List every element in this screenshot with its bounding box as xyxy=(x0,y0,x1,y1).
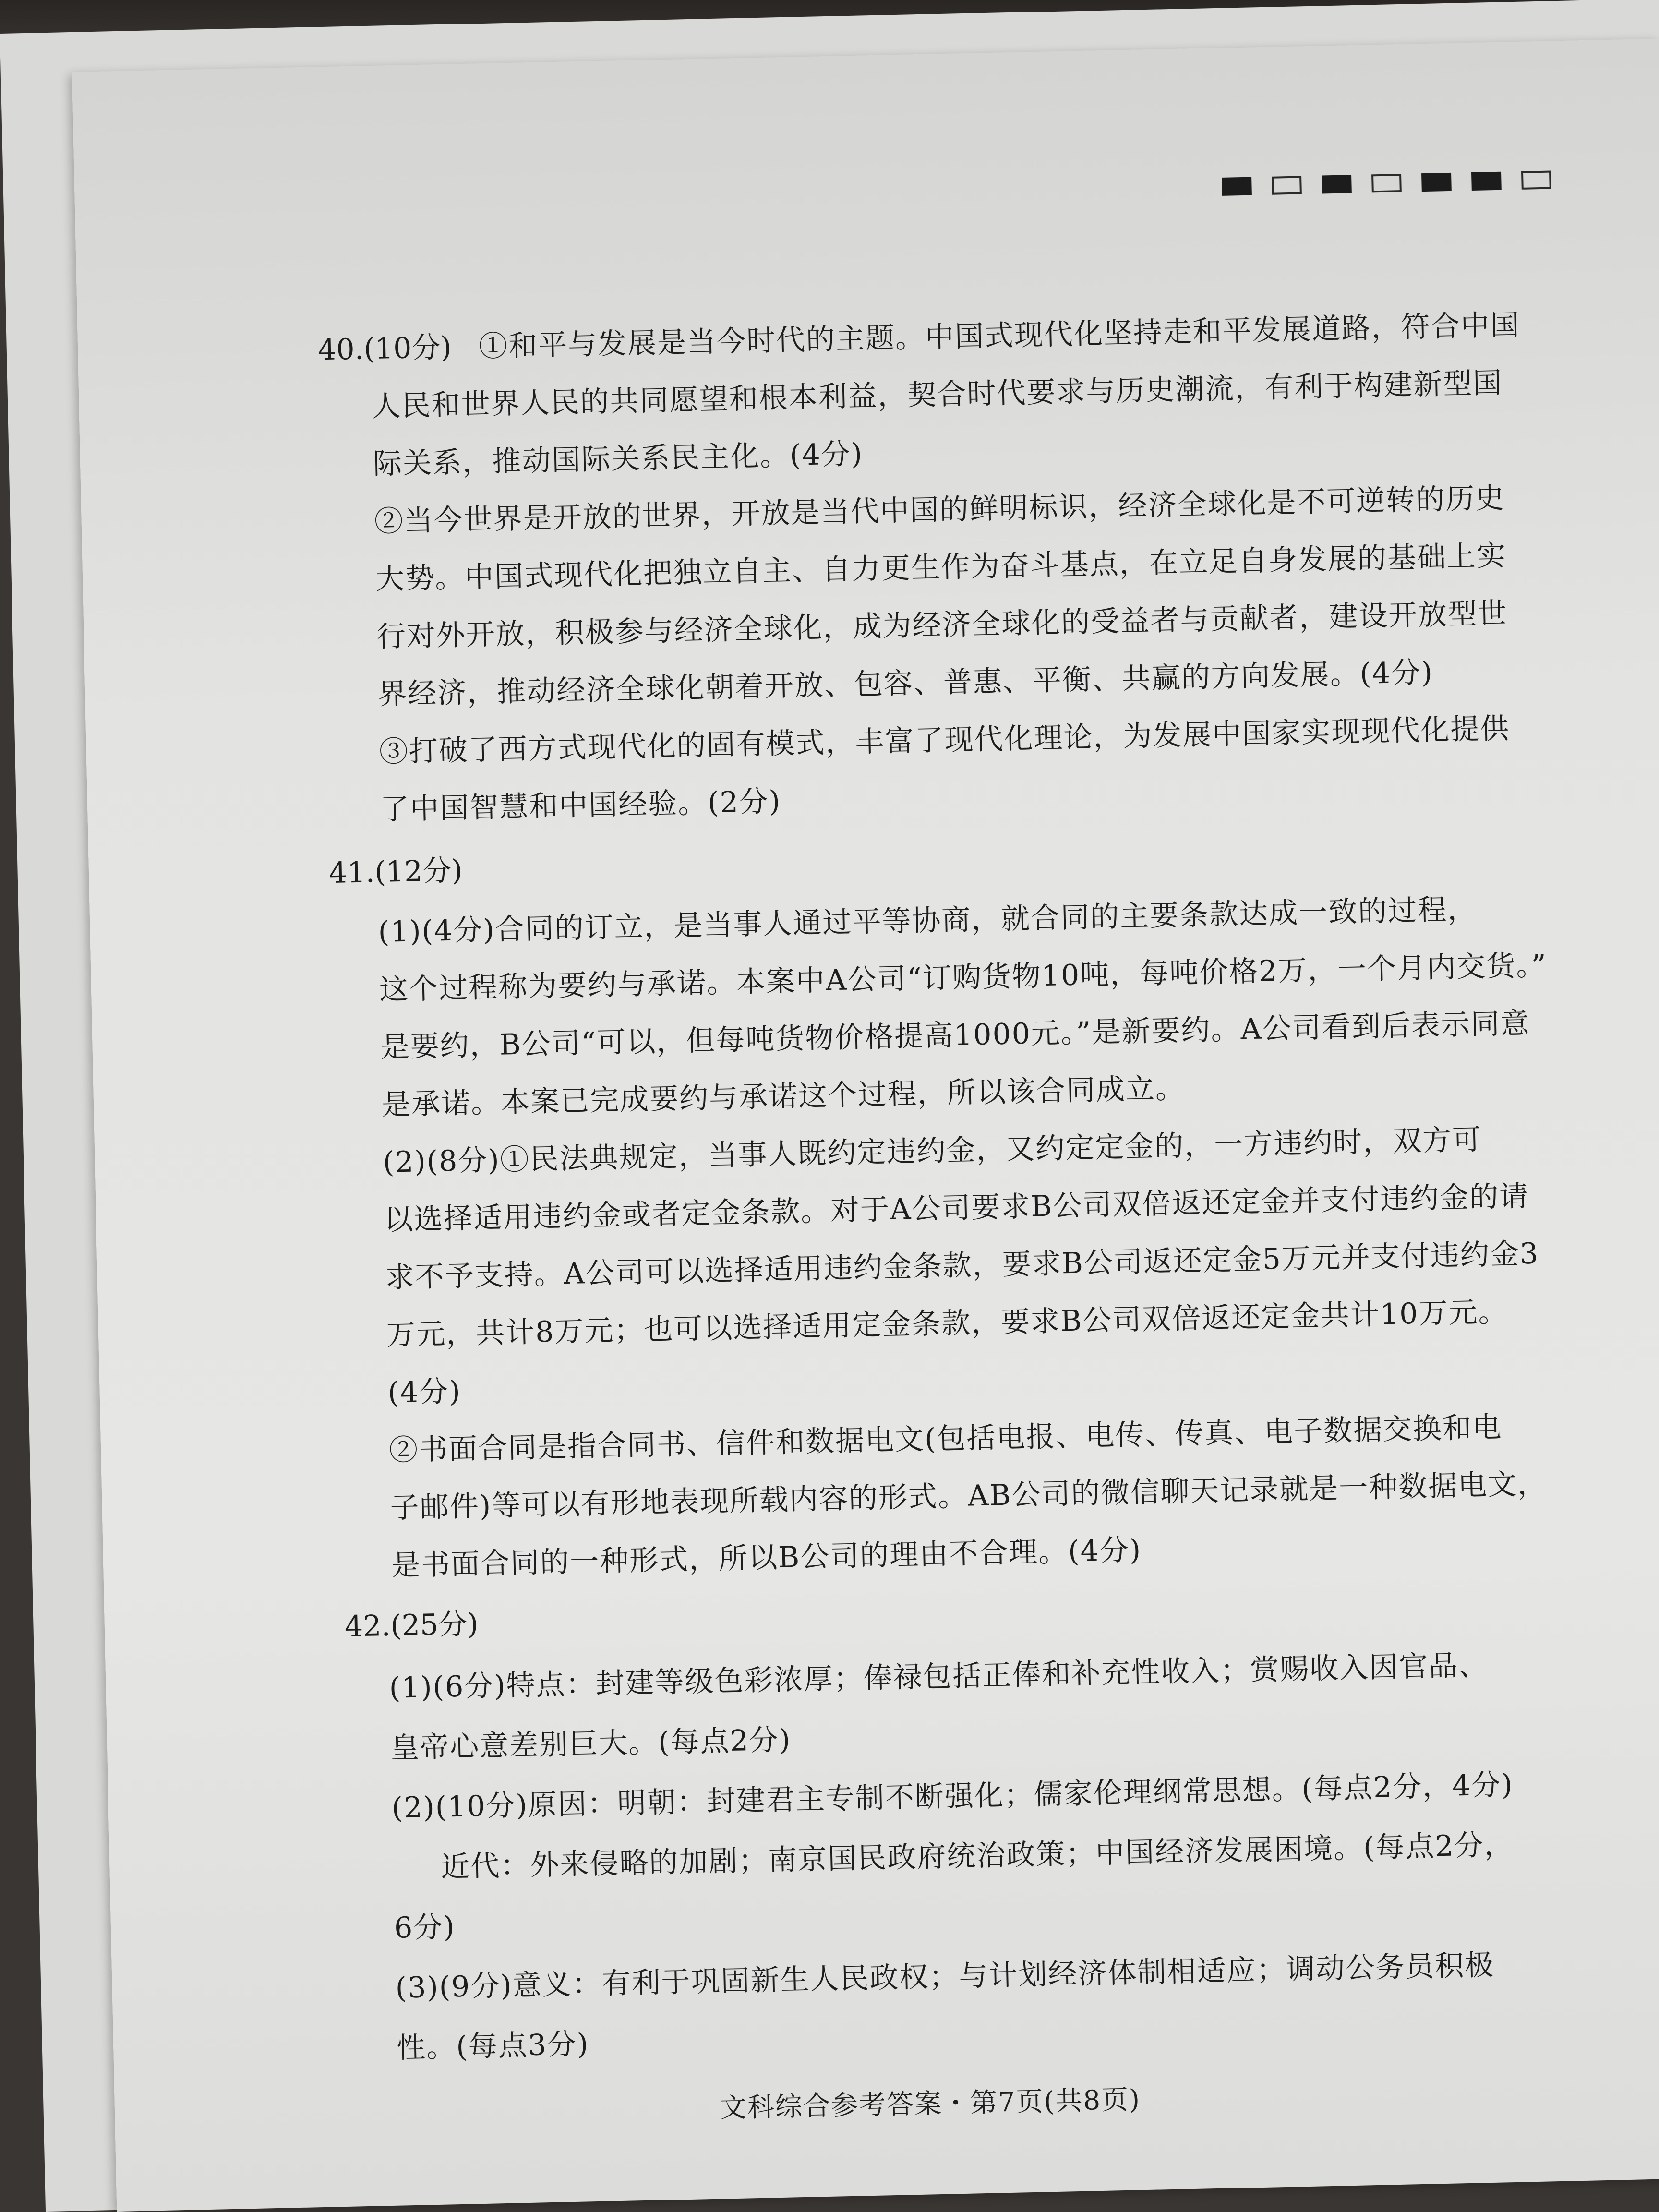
q42-line-1: (1)(6分)特点：封建等级色彩浓厚；俸禄包括正俸和补充性收入；赏赐收入因官品、 xyxy=(388,1648,1489,1705)
q42-line-5: 6分) xyxy=(394,1910,456,1945)
q41-line-7: 求不予支持。A公司可以选择适用违约金条款，要求B公司返还定金5万元并支付违约金3 xyxy=(385,1237,1539,1295)
q42-line-3: (2)(10分)原因：明朝：封建君主专制不断强化；儒家伦理纲常思想。(每点2分，4分) xyxy=(391,1767,1514,1825)
q40-line-7: 界经济，推动经济全球化朝着开放、包容、普惠、平衡、共赢的方向发展。(4分) xyxy=(377,655,1434,711)
q42-line-2: 皇帝心意差别巨大。(每点2分) xyxy=(390,1723,792,1765)
question-number: 42. xyxy=(344,1609,391,1644)
q40-line-9: 了中国智慧和中国经验。(2分) xyxy=(380,784,781,827)
q41-line-4: 是承诺。本案已完成要约与承诺这个过程，所以该合同成立。 xyxy=(381,1071,1186,1122)
q41-line-10: ②书面合同是指合同书、信件和数据电文(包括电报、电传、传真、电子数据交换和电 xyxy=(388,1410,1503,1467)
alignment-mark-empty xyxy=(1521,171,1551,190)
alignment-mark-filled xyxy=(1322,175,1352,193)
answer-sheet-page xyxy=(72,39,1659,2212)
q42-line-4: 近代：外来侵略的加剧；南京国民政府统治政策；中国经济发展困境。(每点2分， xyxy=(440,1827,1515,1884)
question-number: 40. xyxy=(317,332,364,367)
question-41-number xyxy=(328,856,463,888)
q40-line-4: ②当今世界是开放的世界，开放是当代中国的鲜明标识，经济全球化是不可逆转的历史 xyxy=(374,481,1505,539)
q41-line-1: (1)(4分)合同的订立，是当事人通过平等协商，就合同的主要条款达成一致的过程， xyxy=(377,892,1478,950)
q41-line-12: 是书面合同的一种形式，所以B公司的理由不合理。(4分) xyxy=(391,1533,1142,1583)
q41-line-8: 万元，共计8万元；也可以选择适用定金条款，要求B公司双倍返还定金共计10万元。 xyxy=(386,1295,1509,1352)
alignment-mark-filled xyxy=(1421,173,1452,192)
question-number: 41. xyxy=(328,855,375,890)
q42-line-6: (3)(9分)意义：有利于巩固新生人民政权；与计划经济体制相适应；调动公务员积极 xyxy=(395,1948,1495,2005)
q40-line-5: 大势。中国式现代化把独立自主、自力更生作为奋斗基点，在立足自身发展的基础上实 xyxy=(375,539,1507,596)
question-42-number xyxy=(344,1607,479,1644)
q41-line-3: 是要约，B公司“可以，但每吨货物价格提高1000元。”是新要约。A公司看到后表示同意 xyxy=(380,1006,1531,1064)
q41-line-5: (2)(8分)①民法典规定，当事人既约定违约金，又约定定金的，一方违约时，双方可 xyxy=(382,1122,1482,1179)
q40-line-3: 际关系，推动国际关系民主化。(4分) xyxy=(373,437,864,481)
alignment-mark-empty xyxy=(1272,176,1302,194)
q41-line-6: 以选择适用违约金或者定金条款。对于A公司要求B公司双倍返还定金并支付违约金的请 xyxy=(384,1179,1529,1237)
q40-line-6: 行对外开放，积极参与经济全球化，成为经济全球化的受益者与贡献者，建设开放型世 xyxy=(376,596,1508,654)
q41-line-11: 子邮件)等可以有形地表现所载内容的形式。AB公司的微信聊天记录就是一种数据电文， xyxy=(390,1467,1548,1525)
question-score: (12分) xyxy=(374,854,463,890)
question-score: (25分) xyxy=(390,1607,479,1643)
alignment-mark-filled xyxy=(1471,172,1502,191)
alignment-mark-empty xyxy=(1371,174,1402,192)
q42-line-7: 性。(每点3分) xyxy=(396,2027,590,2065)
alignment-mark-filled xyxy=(1222,177,1252,196)
q40-line-1: ①和平与发展是当今时代的主题。中国式现代化坚持走和平发展道路，符合中国 xyxy=(478,308,1521,364)
alignment-marks xyxy=(1222,171,1551,196)
page-footer: 文科综合参考答案・第7页(共8页) xyxy=(719,2084,1141,2124)
q41-line-9: (4分) xyxy=(387,1374,462,1410)
q41-line-2: 这个过程称为要约与承诺。本案中A公司“订购货物10吨，每吨价格2万，一个月内交货。” xyxy=(379,949,1548,1007)
question-score: (10分) xyxy=(363,330,452,366)
question-40-number xyxy=(317,330,452,367)
q40-line-8: ③打破了西方式现代化的固有模式，丰富了现代化理论，为发展中国家实现现代化提供 xyxy=(379,711,1511,769)
q40-line-2: 人民和世界人民的共同愿望和根本利益，契合时代要求与历史潮流，有利于构建新型国 xyxy=(372,366,1503,424)
